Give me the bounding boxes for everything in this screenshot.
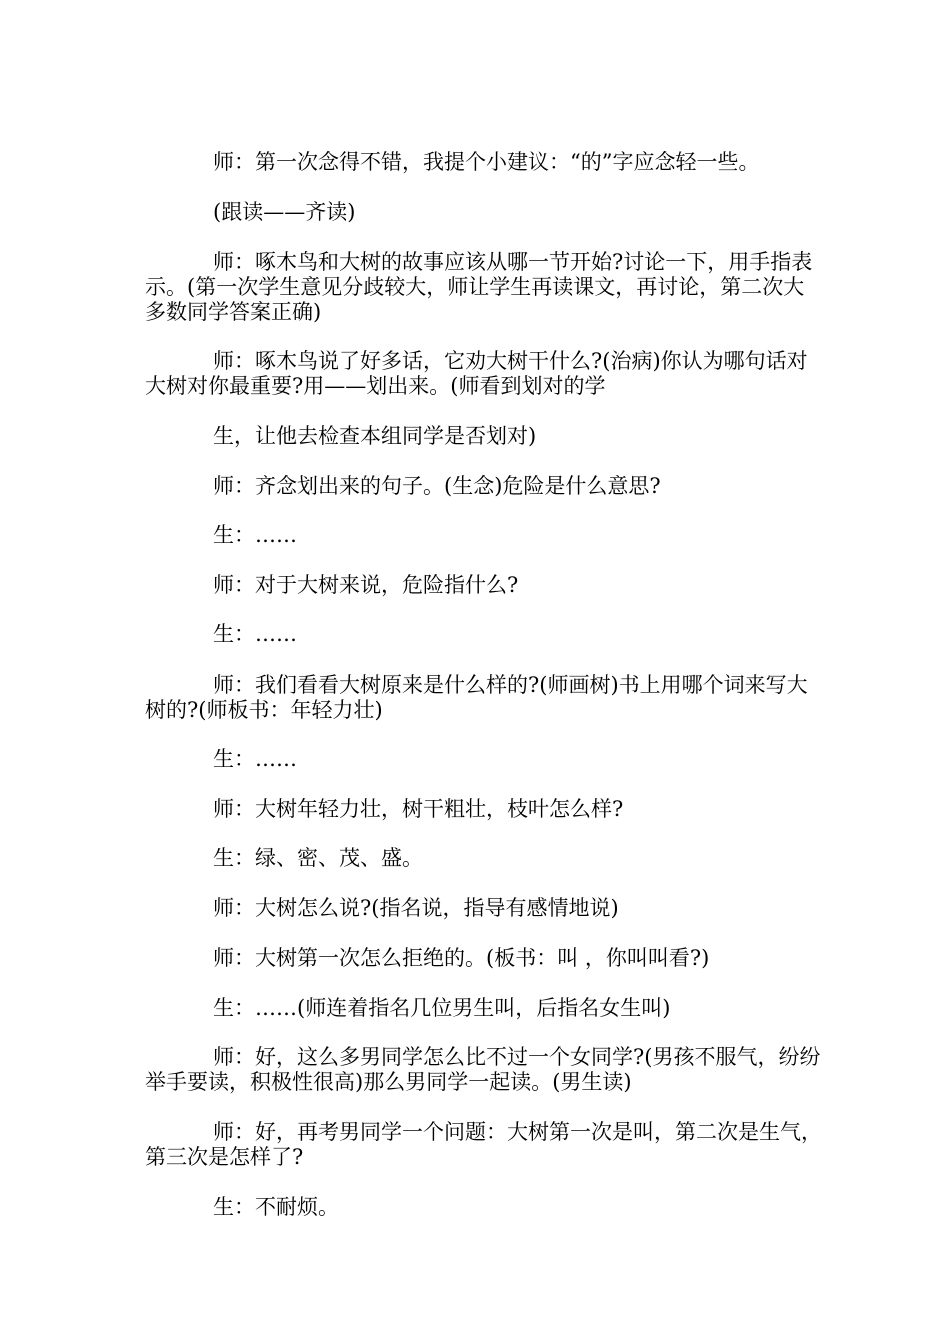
- paragraph-student-answer: 生：绿、密、茂、盛。: [213, 846, 423, 870]
- paragraph-danger-meaning: 师：齐念划出来的句子。(生念)危险是什么意思?: [213, 474, 661, 498]
- paragraph-follow-read: (跟读——齐读): [213, 200, 356, 224]
- paragraph-boys-girls: 生：……(师连着指名几位男生叫，后指名女生叫): [213, 996, 671, 1020]
- paragraph-impatient: 生：不耐烦。: [213, 1195, 339, 1219]
- paragraph-first-refusal: 师：大树第一次怎么拒绝的。(板书：叫 ，你叫叫看?): [213, 946, 710, 970]
- paragraph-check-group: 生，让他去检查本组同学是否划对): [213, 424, 537, 448]
- paragraph-third-time: 师：好，再考男同学一个问题：大树第一次是叫，第二次是生气，第三次是怎样了?: [145, 1120, 822, 1169]
- paragraph-discussion: 师：啄木鸟和大树的故事应该从哪一节开始?讨论一下，用手指表示。(第一次学生意见分歧较大，师让学生再读课文，再讨论，第二次大多数同学答案正确): [145, 250, 813, 324]
- paragraph-tree-appearance: 师：我们看看大树原来是什么样的?(师画树)书上用哪个词来写大树的?(师板书：年轻力壮): [145, 673, 808, 722]
- paragraph-student-reply: 生：……: [213, 747, 297, 771]
- paragraph-student-reply: 生：……: [213, 523, 297, 547]
- paragraph-tree-says: 师：大树怎么说?(指名说，指导有感情地说): [213, 896, 619, 920]
- paragraph-danger-for-tree: 师：对于大树来说，危险指什么?: [213, 573, 519, 597]
- paragraph-student-reply: 生：……: [213, 622, 297, 646]
- paragraph-woodpecker-advice: 师：啄木鸟说了好多话，它劝大树干什么?(治病)你认为哪句话对大树对你最重要?用——划出来。(师看到划对的学: [145, 349, 808, 398]
- paragraph-boys-read: 师：好，这么多男同学怎么比不过一个女同学?(男孩不服气，纷纷举手要读，积极性很高)那么男同学一起读。(男生读): [145, 1045, 821, 1094]
- paragraph-leaves: 师：大树年轻力壮，树干粗壮，枝叶怎么样?: [213, 797, 624, 821]
- paragraph-teacher-suggestion: 师：第一次念得不错，我提个小建议：“的”字应念轻一些。: [213, 150, 760, 174]
